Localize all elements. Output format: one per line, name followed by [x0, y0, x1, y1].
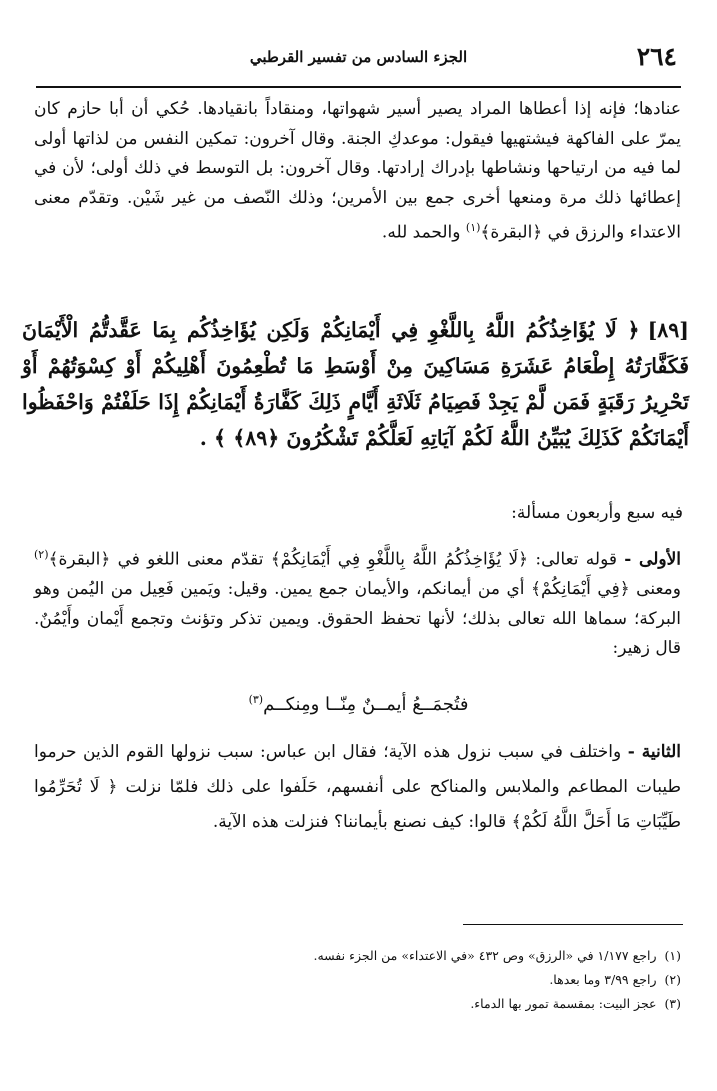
footnotes	[36, 944, 681, 1016]
footnote-text: راجع ١/١٧٧ في «الرزق» وص ٤٣٢ «في الاعتداء» من الجزء نفسه.	[313, 948, 657, 963]
running-title: الجزء السادس من تفسير القرطبي	[249, 48, 468, 66]
section-heading: فيه سبع وأربعون مسألة:	[511, 503, 683, 523]
footnote-number: (٣)	[664, 996, 681, 1011]
footnote-item	[36, 968, 681, 992]
masalah-second	[34, 735, 681, 840]
masalah-first-text-a: قوله تعالى: ﴿لَا يُؤَاخِذُكُمُ اللَّهُ بِاللَّغْوِ فِي أَيْمَانِكُمْ﴾ تقدّم معنى اللغو في ﴿البقرة﴾	[48, 549, 625, 570]
footnote-divider	[463, 924, 683, 925]
masalah-first-text-b: ومعنى ﴿فِي أَيْمَانِكُمْ﴾ أي من أيمانكم، والأيمان جمع يمين. وقيل: ويَمين فَعِيل من اليُمن وهو البركة؛ سماها الله تعالى بذلك؛ لأنها تحفظ الحقوق. ويمين تذكر وتؤنث وتجمع أَيْمان وأَيْمُنٌ. قال زهير:	[34, 579, 681, 659]
verse-number: [٨٩]	[647, 318, 689, 342]
masalah-second-label: الثانية -	[627, 742, 681, 762]
page-number: ٢٦٤	[636, 42, 677, 71]
footnote-item	[36, 992, 681, 1016]
footnote-number: (٢)	[664, 972, 681, 987]
verse-text: ﴿ لَا يُؤَاخِذُكُمُ اللَّهُ بِاللَّغْوِ فِي أَيْمَانِكُمْ وَلَكِن يُؤَاخِذُكُم بِمَا عَقَّدتُّمُ الْأَيْمَانَ فَكَفَّارَتُهُ إِطْعَامُ عَشَرَةِ مَسَاكِينَ مِنْ أَوْسَطِ مَا تُطْعِمُونَ أَهْلِيكُمْ أَوْ كِسْوَتُهُمْ أَوْ تَحْرِيرُ رَقَبَةٍ فَمَن لَّمْ يَجِدْ فَصِيَامُ ثَلَاثَةِ أَيَّامٍ ذَلِكَ كَفَّارَةُ أَيْمَانِكُمْ إِذَا حَلَفْتُمْ وَاحْفَظُوا أَيْمَانَكُمْ كَذَلِكَ يُبَيِّنُ اللَّهُ لَكُمْ آيَاتِهِ لَعَلَّكُمْ تَشْكُرُونَ ﴿٨٩﴾ ﴾ .	[22, 318, 689, 450]
footnote-text: راجع ٣/٩٩ وما بعدها.	[549, 972, 657, 987]
footnote-text: عجز البيت: بمقسمة تمور بها الدماء.	[470, 996, 657, 1011]
quran-verse	[22, 312, 689, 456]
page-header	[36, 38, 681, 88]
footnote-mark-1: (١)	[465, 221, 481, 234]
poem-verse	[0, 693, 717, 715]
poem-text: فتُجمَــعُ أيمــنٌ مِنّــا ومِنكــم	[263, 694, 469, 715]
intro-text: عنادها؛ فإنه إذا أعطاها المراد يصير أسير شهواتها، ومنقاداً بانقيادها. حُكي أن أبا حازم كان يمرّ على الفاكهة فيشتهيها فيقول: موعدكِ الجنة. وقال آخرون: تمكين النفس من لذاتها أولى لما فيه من ارتياحها ونشاطها بإدراك إرادتها. وقال آخرون: بل التوسط في ذلك أولى؛ لأن في إعطائها ذلك مرة ومنعها أخرى جمع بين الأمرين؛ وذلك النّصف من غير شَيْن. وتقدّم معنى الاعتداء والرزق في ﴿البقرة﴾	[34, 99, 681, 243]
footnote-number: (١)	[664, 948, 681, 963]
intro-paragraph	[34, 95, 681, 248]
footnote-item	[36, 944, 681, 968]
footnote-mark-2: (٢)	[34, 548, 49, 561]
footnote-mark-3: (٣)	[248, 693, 264, 706]
intro-closing: والحمد لله.	[381, 222, 466, 243]
masalah-first	[34, 540, 681, 664]
masalah-first-label: الأولى -	[624, 549, 681, 570]
masalah-second-text: واختلف في سبب نزول هذه الآية؛ فقال ابن عباس: سبب نزولها القوم الذين حرموا طيبات المطاعم والملابس والمناكح على أنفسهم، حَلَفوا على ذلك فلمّا نزلت ﴿ لَا تُحَرِّمُوا طَيِّبَاتِ مَا أَحَلَّ اللَّهُ لَكُمْ﴾ قالوا: كيف نصنع بأيماننا؟ فنزلت هذه الآية.	[34, 742, 681, 832]
